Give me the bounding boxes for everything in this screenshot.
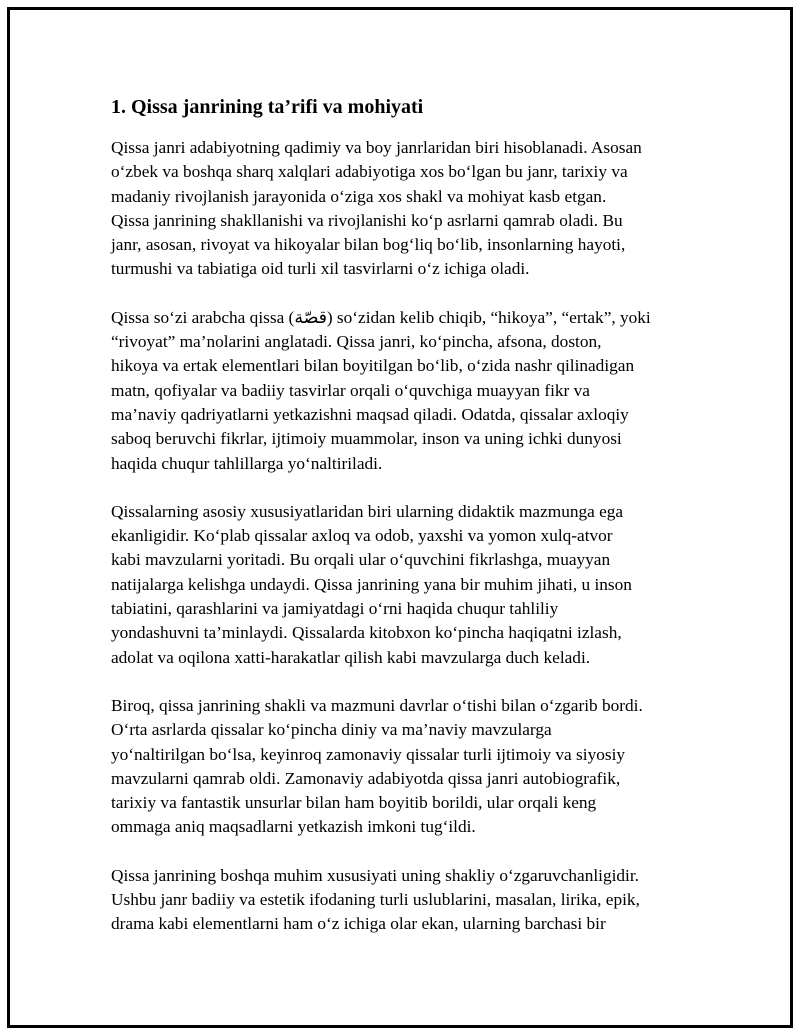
text-line: turmushi va tabiatiga oid turli xil tasvirlarni o‘z ichiga oladi. <box>111 259 530 279</box>
text-line: yondashuvni ta’minlaydi. Qissalarda kitobxon ko‘pincha haqiqatni izlash, <box>111 623 622 643</box>
text-line: Ushbu janr badiiy va estetik ifodaning turli uslublarini, masalan, lirika, epik, <box>111 890 640 910</box>
text-line: tarixiy va fantastik unsurlar bilan ham boyitib borildi, ular orqali keng <box>111 793 597 813</box>
text-line: tabiatini, qarashlarini va jamiyatdagi o‘rni haqida chuqur tahliliy <box>111 599 559 619</box>
paragraph <box>111 136 686 282</box>
text-line: Qissa janrining shakllanishi va rivojlanishi ko‘p asrlarni qamrab oladi. Bu <box>111 210 623 230</box>
text-line: mavzularni qamrab oldi. Zamonaviy adabiyotda qissa janri autobiografik, <box>111 768 621 788</box>
text-line: haqida chuqur tahlillarga yo‘naltiriladi. <box>111 453 383 473</box>
text-line: “rivoyat” ma’nolarini anglatadi. Qissa janri, ko‘pincha, afsona, doston, <box>111 332 602 352</box>
paragraph <box>111 500 686 670</box>
document-body <box>111 94 686 961</box>
text-line: kabi mavzularni yoritadi. Bu orqali ular o‘quvchini fikrlashga, muayyan <box>111 550 611 570</box>
text-line: O‘rta asrlarda qissalar ko‘pincha diniy va ma’naviy mavzularga <box>111 720 552 740</box>
text-line: ma’naviy qadriyatlarni yetkazishni maqsad qiladi. Odatda, qissalar axloqiy <box>111 404 629 424</box>
text-line: Qissa janrining boshqa muhim xususiyati uning shakliy o‘zgaruvchanligidir. <box>111 865 639 885</box>
text-line: adolat va oqilona xatti-harakatlar qilish kabi mavzularga duch keladi. <box>111 647 591 667</box>
text-line: matn, qofiyalar va badiiy tasvirlar orqali o‘quvchiga muayyan fikr va <box>111 380 590 400</box>
text-line: ekanligidir. Ko‘plab qissalar axloq va odob, yaxshi va yomon xulq-atvor <box>111 526 613 546</box>
text-line: saboq beruvchi fikrlar, ijtimoiy muammolar, inson va uning ichki dunyosi <box>111 429 622 449</box>
paragraph <box>111 306 686 476</box>
text-line: madaniy rivojlanish jarayonida o‘ziga xos shakl va mohiyat kasb etgan. <box>111 186 607 206</box>
text-line: ommaga aniq maqsadlarni yetkazish imkoni tug‘ildi. <box>111 817 476 837</box>
text-line: drama kabi elementlarni ham o‘z ichiga olar ekan, ularning barchasi bir <box>111 914 606 934</box>
text-line: Qissa janri adabiyotning qadimiy va boy janrlaridan biri hisoblanadi. Asosan <box>111 138 642 157</box>
section-heading: 1. Qissa janrining ta’rifi va mohiyati <box>111 96 424 118</box>
text-line: Qissalarning asosiy xususiyatlaridan biri ularning didaktik mazmunga ega <box>111 501 624 521</box>
text-line: natijalarga kelishga undaydi. Qissa janrining yana bir muhim jihati, u inson <box>111 574 632 594</box>
text-line: Biroq, qissa janrining shakli va mazmuni davrlar o‘tishi bilan o‘zgarib bordi. <box>111 695 643 715</box>
text-line: janr, asosan, rivoyat va hikoyalar bilan bog‘liq bo‘lib, insonlarning hayoti, <box>111 235 626 255</box>
text-line: o‘zbek va boshqa sharq xalqlari adabiyotiga xos bo‘lgan bu janr, tarixiy va <box>111 162 628 182</box>
paragraph <box>111 694 686 840</box>
text-line: Qissa so‘zi arabcha qissa (قصّة) so‘zidan kelib chiqib, “hikoya”, “ertak”, yoki <box>111 307 651 327</box>
text-line: hikoya va ertak elementlari bilan boyitilgan bo‘lib, o‘zida nashr qilinadigan <box>111 356 635 376</box>
paragraph-list <box>111 136 686 937</box>
paragraph <box>111 864 686 937</box>
text-line: yo‘naltirilgan bo‘lsa, keyinroq zamonaviy qissalar turli ijtimoiy va siyosiy <box>111 744 626 764</box>
